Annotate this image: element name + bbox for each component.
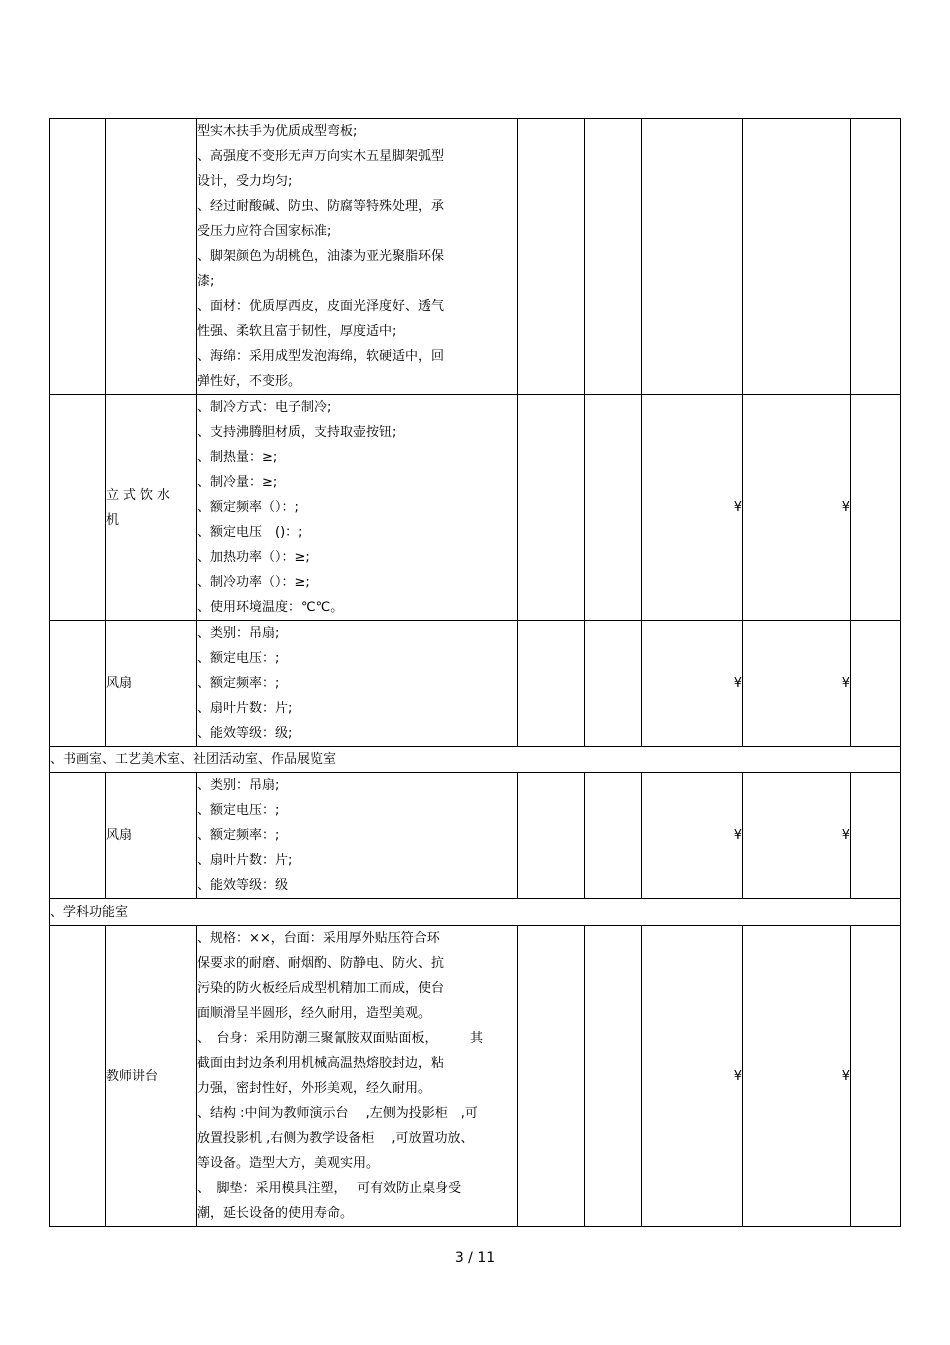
spec-cell [197, 926, 518, 1227]
item-name-cell [106, 395, 197, 621]
spec-line: 性强、柔软且富于韧性，厚度适中; [197, 324, 397, 339]
spec-line: 、类别：吊扇; [197, 626, 280, 641]
table-row [50, 395, 901, 621]
spec-line: 、支持沸腾胆材质，支持取壶按钮; [197, 425, 397, 440]
spec-cell [197, 621, 518, 747]
unit-cell [518, 621, 585, 747]
index-cell [50, 395, 106, 621]
spec-line: 型实木扶手为优质成型弯板; [197, 124, 358, 139]
remark-cell [851, 926, 901, 1227]
equipment-spec-table [49, 118, 901, 1227]
spec-line: 力强，密封性好，外形美观，经久耐用。 [197, 1081, 432, 1096]
quantity-cell [585, 773, 642, 899]
spec-line: 、脚架颜色为胡桃色，油漆为亚光聚脂环保 [197, 249, 445, 264]
quantity-cell [585, 621, 642, 747]
spec-line: 污染的防火板经后成型机精加工而成，使台 [197, 981, 445, 996]
unit-cell [518, 119, 585, 395]
spec-line: 放置投影机 ,右侧为教学设备柜 ,可放置功放、 [197, 1131, 474, 1146]
remark-cell [851, 773, 901, 899]
page-number: 3 / 11 [454, 1250, 496, 1266]
spec-line: 弹性好，不变形。 [197, 374, 302, 389]
spec-line: 、能效等级：级; [197, 726, 293, 741]
unit-price-cell [642, 119, 743, 395]
spec-line: 、额定频率：; [197, 828, 280, 843]
index-cell [50, 621, 106, 747]
spec-line: 、制热量：≥; [197, 450, 278, 465]
total-price-cell: ¥ [743, 773, 851, 899]
quantity-cell [585, 119, 642, 395]
spec-cell [197, 119, 518, 395]
spec-line: 受压力应符合国家标准; [197, 224, 332, 239]
remark-cell [851, 621, 901, 747]
section-title: 、学科功能室 [50, 899, 901, 926]
total-price-cell [743, 119, 851, 395]
spec-line: 、额定频率（）：; [197, 500, 299, 515]
spec-line: 面顺滑呈半圆形，经久耐用，造型美观。 [197, 1006, 432, 1021]
spec-line: 等设备。造型大方，美观实用。 [197, 1156, 380, 1171]
unit-price-cell: ¥ [642, 621, 743, 747]
spec-line: 、经过耐酸碱、防虫、防腐等特殊处理，承 [197, 199, 445, 214]
item-name-cell: 风扇 [106, 621, 197, 747]
item-name-line: 机 [106, 512, 120, 528]
spec-line: 、 台身：采用防潮三聚氰胺双面贴面板， 其 [197, 1031, 484, 1046]
spec-line: 、扇叶片数：片; [197, 853, 293, 868]
spec-line: 、使用环境温度：℃℃。 [197, 600, 344, 615]
quantity-cell [585, 395, 642, 621]
total-price-cell: ¥ [743, 926, 851, 1227]
spec-line: 、面材：优质厚西皮，皮面光泽度好、透气 [197, 299, 445, 314]
spec-line: 、 脚垫：采用模具注塑， 可有效防止桌身受 [197, 1181, 462, 1196]
section-row [50, 899, 901, 926]
spec-line: 、额定电压：; [197, 651, 280, 666]
remark-cell [851, 395, 901, 621]
unit-price-cell: ¥ [642, 926, 743, 1227]
total-price-cell: ¥ [743, 621, 851, 747]
unit-cell [518, 926, 585, 1227]
spec-line: 潮，延长设备的使用寿命。 [197, 1206, 354, 1221]
spec-line: 、额定电压 ()：; [197, 525, 303, 540]
unit-price-cell: ¥ [642, 773, 743, 899]
spec-cell [197, 773, 518, 899]
spec-line: 漆; [197, 274, 215, 289]
spec-cell [197, 395, 518, 621]
spec-line: 、规格：××，台面：采用厚外贴压符合环 [197, 931, 440, 946]
section-row [50, 747, 901, 773]
unit-price-cell: ¥ [642, 395, 743, 621]
item-name-cell: 教师讲台 [106, 926, 197, 1227]
spec-line: 、额定电压：; [197, 803, 280, 818]
spec-line: 保要求的耐磨、耐烟酌、防静电、防火、抗 [197, 956, 445, 971]
spec-line: 、海绵：采用成型发泡海绵，软硬适中，回 [197, 349, 445, 364]
spec-line: 、结构 :中间为教师演示台 ,左侧为投影柜 ,可 [197, 1106, 478, 1121]
quantity-cell [585, 926, 642, 1227]
spec-line: 截面由封边条利用机械高温热熔胶封边，粘 [197, 1056, 445, 1071]
spec-line: 设计，受力均匀; [197, 174, 293, 189]
index-cell [50, 119, 106, 395]
spec-line: 、制冷方式：电子制冷; [197, 400, 332, 415]
index-cell [50, 773, 106, 899]
spec-line: 、加热功率（）：≥; [197, 550, 310, 565]
spec-line: 、类别：吊扇; [197, 778, 280, 793]
unit-cell [518, 395, 585, 621]
spec-line: 、额定频率：; [197, 676, 280, 691]
spec-line: 、能效等级：级 [197, 878, 289, 893]
spec-line: 、制冷功率（）：≥; [197, 575, 310, 590]
unit-cell [518, 773, 585, 899]
total-price-cell: ¥ [743, 395, 851, 621]
item-name-line: 立式饮水 [106, 487, 175, 503]
spec-line: 、制冷量：≥; [197, 475, 278, 490]
table-row [50, 621, 901, 747]
remark-cell [851, 119, 901, 395]
item-name-cell: 风扇 [106, 773, 197, 899]
section-title: 、书画室、工艺美术室、社团活动室、作品展览室 [50, 747, 901, 773]
table-row [50, 926, 901, 1227]
item-name-cell [106, 119, 197, 395]
table-row [50, 773, 901, 899]
table-row [50, 119, 901, 395]
index-cell [50, 926, 106, 1227]
spec-line: 、高强度不变形无声万向实木五星脚架弧型 [197, 149, 445, 164]
spec-line: 、扇叶片数：片; [197, 701, 293, 716]
